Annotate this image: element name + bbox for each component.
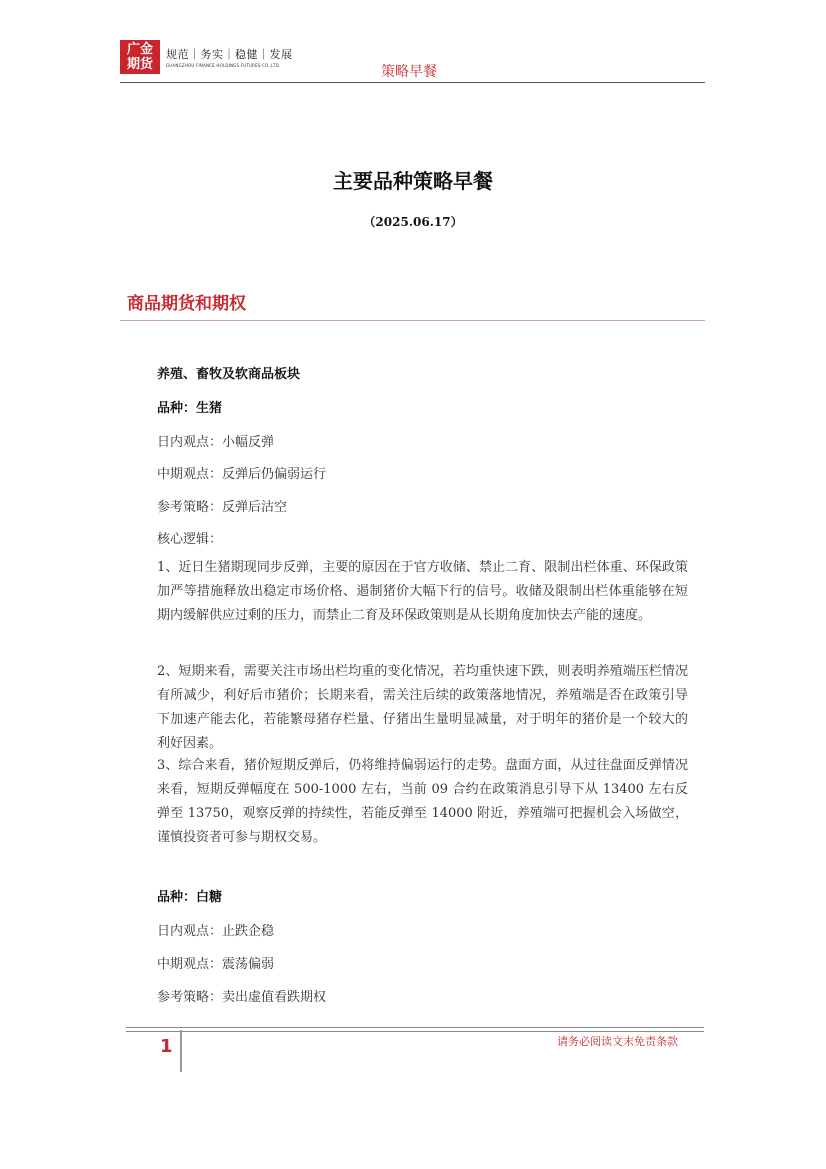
variety-hog-heading: 品种：生猪	[157, 401, 223, 416]
company-logo	[120, 40, 160, 74]
hog-logic-paragraph-1: 1、近日生猪期现同步反弹，主要的原因在于官方收储、禁止二育、限制出栏体重、环保政策加严等措施释放出稳定市场价格、遏制猪价大幅下行的信号。收储及限制出栏体重能够在短期内缓解供应过剩的压力，而禁止二育及环保政策则是从长期角度加快去产能的速度。	[157, 560, 688, 623]
logo-line-1: 广金	[126, 42, 153, 57]
footer-divider	[126, 1027, 704, 1032]
footer-vertical-rule	[180, 1030, 182, 1072]
board-heading: 养殖、畜牧及软商品板块	[157, 367, 301, 382]
header-divider	[120, 82, 705, 83]
page-number: 1	[160, 1036, 173, 1057]
section-divider	[120, 320, 705, 321]
hog-intraday-view: 日内观点：小幅反弹	[157, 435, 275, 450]
hog-logic-paragraph-3: 3、综合来看，猪价短期反弹后，仍将维持偏弱运行的走势。盘面方面，从过往盘面反弹情况来看，短期反弹幅度在 500-1000 左右，当前 09 合约在政策消息引导下从 13400 左右反弹至 13750，观察反弹的持续性，若能反弹至 14000 附近，养殖端可把握机会入场做空，谨慎投资者可参与期权交易。	[157, 758, 688, 845]
page-title: 主要品种策略早餐	[333, 169, 493, 193]
sugar-midterm-view: 中期观点：震荡偏弱	[157, 957, 275, 972]
hog-logic-paragraph-2: 2、短期来看，需要关注市场出栏均重的变化情况，若均重快速下跌，则表明养殖端压栏情况有所减少，利好后市猪价；长期来看，需关注后续的政策落地情况，养殖端是否在政策引导下加速产能去化，若能繁母猪存栏量、仔猪出生量明显减量，对于明年的猪价是一个较大的利好因素。	[157, 664, 688, 751]
variety-sugar-heading: 品种：白糖	[157, 890, 223, 905]
report-date: （2025.06.17）	[363, 215, 463, 229]
hog-strategy: 参考策略：反弹后沽空	[157, 500, 288, 515]
company-slogan: 规范｜务实｜稳健｜发展	[166, 48, 293, 61]
hog-midterm-view: 中期观点：反弹后仍偏弱运行	[157, 467, 327, 482]
section-heading: 商品期货和期权	[127, 294, 246, 314]
sugar-strategy: 参考策略：卖出虚值看跌期权	[157, 990, 327, 1005]
sugar-intraday-view: 日内观点：止跌企稳	[157, 924, 275, 939]
logo-line-2: 期货	[126, 57, 153, 72]
company-english-name: GUANGZHOU FINANCE HOLDINGS FUTURES CO.,LTD.	[166, 63, 281, 68]
disclaimer-note-link[interactable]: 请务必阅读文末免责条款	[557, 1035, 678, 1048]
hog-logic-label: 核心逻辑：	[157, 532, 223, 547]
header-report-title: 策略早餐	[381, 64, 437, 80]
